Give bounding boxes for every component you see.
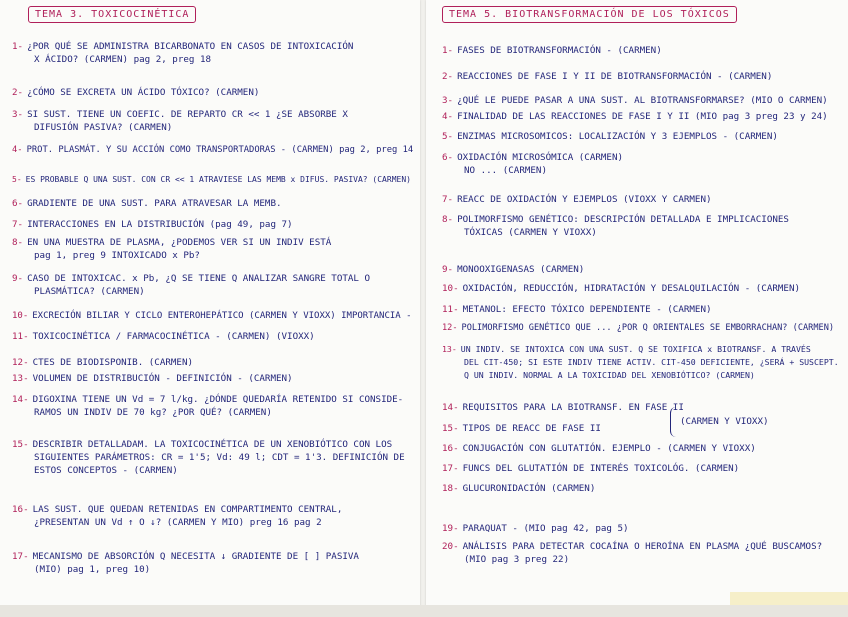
right-question-13 bbox=[442, 343, 839, 382]
left-question-15 bbox=[12, 438, 405, 477]
brace-note: (CARMEN Y VIOXX) bbox=[680, 416, 769, 427]
question-continuation: SIGUIENTES PARÁMETROS: CR = 1'5; Vd: 49 l; CDT = 1'3. DEFINICIÓN DE bbox=[34, 452, 405, 463]
question-text: REACCIONES DE FASE I Y II DE BIOTRANSFORMACIÓN - (CARMEN) bbox=[457, 71, 773, 82]
question-text: ¿CÓMO SE EXCRETA UN ÁCIDO TÓXICO? (CARMEN) bbox=[27, 87, 260, 98]
question-text: ENZIMAS MICROSOMICOS: LOCALIZACIÓN Y 3 EJEMPLOS - (CARMEN) bbox=[457, 131, 778, 142]
left-question-16 bbox=[12, 503, 342, 529]
question-continuation: DEL CIT-450; SI ESTE INDIV TIENE ACTIV. CIT-450 DEFICIENTE, ¿SERÁ + SUSCEPT. bbox=[464, 357, 839, 367]
question-number: 14- bbox=[12, 394, 29, 405]
question-text: POLIMORFISMO GENÉTICO: DESCRIPCIÓN DETALLADA E IMPLICACIONES bbox=[457, 214, 789, 225]
question-text: MONOOXIGENASAS (CARMEN) bbox=[457, 264, 585, 275]
question-number: 18- bbox=[442, 483, 459, 494]
question-number: 15- bbox=[12, 439, 29, 450]
question-number: 7- bbox=[442, 194, 454, 205]
question-number: 2- bbox=[442, 71, 454, 82]
question-text: DESCRIBIR DETALLADAM. LA TOXICOCINÉTICA DE UN XENOBIÓTICO CON LOS bbox=[32, 439, 393, 450]
question-number: 9- bbox=[12, 273, 24, 284]
right-question-15 bbox=[442, 422, 601, 435]
question-text: POLIMORFISMO GENÉTICO QUE ... ¿POR Q ORIENTALES SE EMBORRACHAN? (CARMEN) bbox=[461, 323, 835, 333]
question-text: CONJUGACIÓN CON GLUTATIÓN. EJEMPLO - (CARMEN Y VIOXX) bbox=[462, 443, 756, 454]
question-text: REQUISITOS PARA LA BIOTRANSF. EN FASE II bbox=[462, 402, 684, 413]
right-topic-title: TEMA 5. BIOTRANSFORMACIÓN DE LOS TÓXICOS bbox=[442, 6, 737, 23]
right-question-14 bbox=[442, 401, 684, 414]
left-topic-title: TEMA 3. TOXICOCINÉTICA bbox=[28, 6, 196, 23]
question-number: 4- bbox=[442, 111, 454, 122]
question-continuation: NO ... (CARMEN) bbox=[464, 165, 547, 176]
right-question-11 bbox=[442, 303, 712, 316]
right-question-6 bbox=[442, 151, 623, 177]
left-question-11 bbox=[12, 330, 315, 343]
question-number: 20- bbox=[442, 541, 459, 552]
right-question-7 bbox=[442, 193, 712, 206]
right-question-5 bbox=[442, 130, 778, 143]
question-number: 13- bbox=[12, 373, 29, 384]
right-question-3 bbox=[442, 94, 828, 107]
right-question-16 bbox=[442, 442, 756, 455]
right-question-17 bbox=[442, 462, 739, 475]
question-number: 1- bbox=[442, 45, 454, 56]
question-number: 16- bbox=[12, 504, 29, 515]
right-question-2 bbox=[442, 70, 772, 83]
left-question-13 bbox=[12, 372, 293, 385]
question-continuation: DIFUSIÓN PASIVA? (CARMEN) bbox=[34, 122, 173, 133]
question-text: OXIDACIÓN MICROSÓMICA (CARMEN) bbox=[457, 152, 624, 163]
left-question-5 bbox=[12, 173, 411, 186]
right-question-10 bbox=[442, 282, 800, 295]
question-text: ANÁLISIS PARA DETECTAR COCAÍNA O HEROÍNA EN PLASMA ¿QUÉ BUSCAMOS? bbox=[462, 541, 823, 552]
question-text: MECANISMO DE ABSORCIÓN Q NECESITA ↓ GRADIENTE DE [ ] PASIVA bbox=[32, 551, 359, 562]
right-question-1 bbox=[442, 44, 662, 57]
question-text: FASES DE BIOTRANSFORMACIÓN - (CARMEN) bbox=[457, 45, 662, 56]
question-text: ¿POR QUÉ SE ADMINISTRA BICARBONATO EN CASOS DE INTOXICACIÓN bbox=[27, 41, 354, 52]
right-page bbox=[426, 0, 848, 617]
question-text: TIPOS DE REACC DE FASE II bbox=[462, 423, 601, 434]
question-number: 9- bbox=[442, 264, 454, 275]
question-number: 15- bbox=[442, 423, 459, 434]
question-text: CASO DE INTOXICAC. x Pb, ¿Q SE TIENE Q ANALIZAR SANGRE TOTAL O bbox=[27, 273, 371, 284]
question-continuation: (MIO pag 3 preg 22) bbox=[464, 554, 570, 565]
question-text: REACC DE OXIDACIÓN Y EJEMPLOS (VIOXX Y CARMEN) bbox=[457, 194, 712, 205]
question-text: CTES DE BIODISPONIB. (CARMEN) bbox=[32, 357, 194, 368]
question-number: 12- bbox=[442, 323, 458, 333]
question-number: 11- bbox=[12, 331, 29, 342]
left-question-12 bbox=[12, 356, 193, 369]
question-number: 11- bbox=[442, 304, 459, 315]
question-number: 10- bbox=[12, 311, 29, 321]
question-text: FINALIDAD DE LAS REACCIONES DE FASE I Y II (MIO pag 3 preg 23 y 24) bbox=[457, 111, 828, 122]
right-question-18 bbox=[442, 482, 595, 495]
question-number: 10- bbox=[442, 283, 459, 294]
question-text: PROT. PLASMÁT. Y SU ACCIÓN COMO TRANSPORTADORAS - (CARMEN) pag 2, preg 14 bbox=[26, 145, 414, 155]
question-text: INTERACCIONES EN LA DISTRIBUCIÓN (pag 49, pag 7) bbox=[27, 219, 293, 230]
question-text: VOLUMEN DE DISTRIBUCIÓN - DEFINICIÓN - (CARMEN) bbox=[32, 373, 293, 384]
question-number: 2- bbox=[12, 87, 24, 98]
left-question-8 bbox=[12, 236, 331, 262]
question-continuation: RAMOS UN INDIV DE 70 kg? ¿POR QUÉ? (CARMEN) bbox=[34, 407, 272, 418]
question-text: GRADIENTE DE UNA SUST. PARA ATRAVESAR LA MEMB. bbox=[27, 198, 282, 209]
question-text: EN UNA MUESTRA DE PLASMA, ¿PODEMOS VER SI UN INDIV ESTÁ bbox=[27, 237, 332, 248]
question-number: 19- bbox=[442, 523, 459, 534]
right-question-20 bbox=[442, 540, 822, 566]
question-number: 3- bbox=[12, 109, 24, 120]
question-number: 1- bbox=[12, 41, 24, 52]
left-question-17 bbox=[12, 550, 359, 576]
question-text: TOXICOCINÉTICA / FARMACOCINÉTICA - (CARMEN) (VIOXX) bbox=[32, 331, 315, 342]
question-text: PARAQUAT - (MIO pag 42, pag 5) bbox=[462, 523, 629, 534]
question-number: 5- bbox=[12, 175, 22, 184]
question-number: 3- bbox=[442, 95, 454, 106]
question-number: 8- bbox=[12, 237, 24, 248]
question-continuation: PLASMÁTICA? (CARMEN) bbox=[34, 286, 145, 297]
left-question-10 bbox=[12, 310, 412, 323]
right-question-8 bbox=[442, 213, 789, 239]
question-continuation: pag 1, preg 9 INTOXICADO x Pb? bbox=[34, 250, 200, 261]
question-number: 7- bbox=[12, 219, 24, 230]
left-question-14 bbox=[12, 393, 403, 419]
question-continuation: TÓXICAS (CARMEN Y VIOXX) bbox=[464, 227, 597, 238]
question-text: METANOL: EFECTO TÓXICO DEPENDIENTE - (CARMEN) bbox=[462, 304, 712, 315]
question-number: 17- bbox=[12, 551, 29, 562]
question-text: OXIDACIÓN, REDUCCIÓN, HIDRATACIÓN Y DESALQUILACIÓN - (CARMEN) bbox=[462, 283, 801, 294]
question-text: FUNCS DEL GLUTATIÓN DE INTERÉS TOXICOLÓG. (CARMEN) bbox=[462, 463, 740, 474]
question-continuation: ESTOS CONCEPTOS - (CARMEN) bbox=[34, 465, 178, 476]
right-question-4 bbox=[442, 110, 828, 123]
left-question-3 bbox=[12, 108, 348, 134]
left-page bbox=[0, 0, 420, 617]
question-number: 13- bbox=[442, 344, 457, 354]
question-number: 4- bbox=[12, 145, 23, 155]
page-bottom-edge bbox=[0, 605, 848, 617]
question-text: SI SUST. TIENE UN COEFIC. DE REPARTO CR << 1 ¿SE ABSORBE X bbox=[27, 109, 348, 120]
question-continuation: Q UN INDIV. NORMAL A LA TOXICIDAD DEL XENOBIÓTICO? (CARMEN) bbox=[464, 370, 755, 380]
question-number: 14- bbox=[442, 402, 459, 413]
question-number: 5- bbox=[442, 131, 454, 142]
left-question-9 bbox=[12, 272, 370, 298]
left-question-6 bbox=[12, 197, 282, 210]
question-number: 12- bbox=[12, 357, 29, 368]
question-text: ES PROBABLE Q UNA SUST. CON CR << 1 ATRAVIESE LAS MEMB x DIFUS. PASIVA? (CARMEN) bbox=[25, 175, 411, 184]
question-text: ¿QUÉ LE PUEDE PASAR A UNA SUST. AL BIOTRANSFORMARSE? (MIO O CARMEN) bbox=[457, 95, 828, 106]
right-question-12 bbox=[442, 322, 834, 335]
question-number: 8- bbox=[442, 214, 454, 225]
question-number: 16- bbox=[442, 443, 459, 454]
right-question-9 bbox=[442, 263, 584, 276]
left-question-7 bbox=[12, 218, 293, 231]
question-number: 6- bbox=[442, 152, 454, 163]
question-continuation: ¿PRESENTAN UN Vd ↑ O ↓? (CARMEN Y MIO) preg 16 pag 2 bbox=[34, 517, 322, 528]
question-text: DIGOXINA TIENE UN Vd = 7 l/kg. ¿DÓNDE QUEDARÍA RETENIDO SI CONSIDE- bbox=[32, 394, 404, 405]
left-question-4 bbox=[12, 144, 413, 157]
right-question-19 bbox=[442, 522, 629, 535]
question-text: LAS SUST. QUE QUEDAN RETENIDAS EN COMPARTIMENTO CENTRAL, bbox=[32, 504, 343, 515]
brace-mark bbox=[670, 407, 679, 437]
left-question-2 bbox=[12, 86, 259, 99]
question-number: 6- bbox=[12, 198, 24, 209]
question-number: 17- bbox=[442, 463, 459, 474]
left-question-1 bbox=[12, 40, 353, 66]
question-text: EXCRECIÓN BILIAR Y CICLO ENTEROHEPÁTICO (CARMEN Y VIOXX) IMPORTANCIA - bbox=[32, 311, 412, 321]
question-continuation: X ÁCIDO? (CARMEN) pag 2, preg 18 bbox=[34, 54, 212, 65]
question-text: UN INDIV. SE INTOXICA CON UNA SUST. Q SE TOXIFICA x BIOTRANSF. A TRAVÉS bbox=[460, 344, 811, 354]
question-continuation: (MIO) pag 1, preg 10) bbox=[34, 564, 151, 575]
question-text: GLUCURONIDACIÓN (CARMEN) bbox=[462, 483, 596, 494]
